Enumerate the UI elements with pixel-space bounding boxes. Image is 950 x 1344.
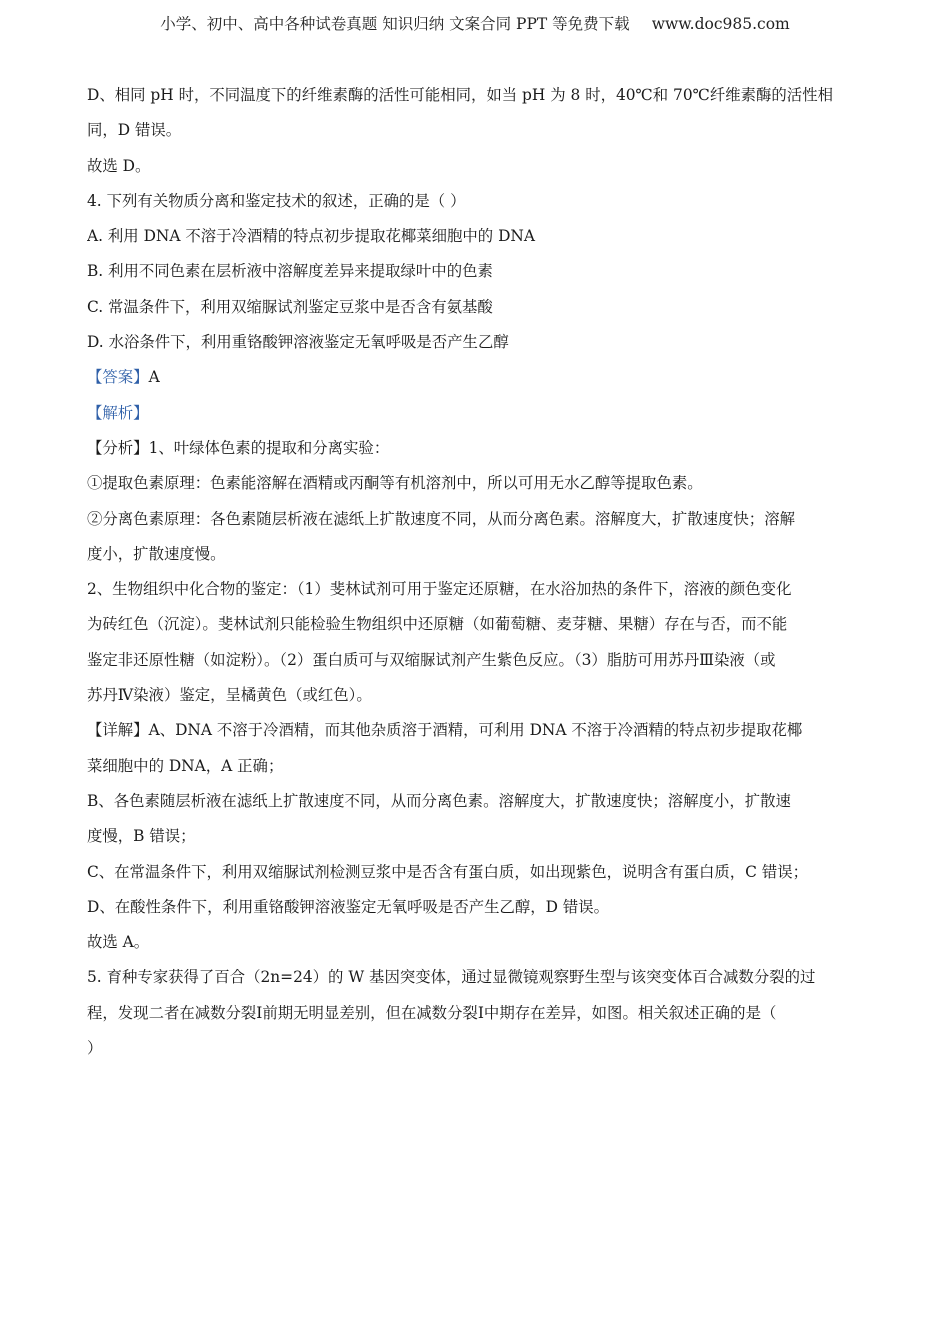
text-line: 故选 A。: [87, 933, 150, 952]
text-line: D、相同 pH 时，不同温度下的纤维素酶的活性可能相同，如当 pH 为 8 时，40℃和 70℃纤维素酶的活性相: [87, 86, 833, 104]
text-line: 苏丹Ⅳ染液）鉴定，呈橘黄色（或红色）。: [87, 686, 372, 705]
header-text: 小学、初中、高中各种试卷真题 知识归纳 文案合同 PPT 等免费下载: [160, 15, 630, 33]
text-line: 度慢，B 错误；: [87, 827, 196, 846]
option-b: B. 利用不同色素在层析液中溶解度差异来提取绿叶中的色素: [87, 262, 493, 281]
answer-line: [87, 360, 867, 395]
text-line: ②分离色素原理：各色素随层析液在滤纸上扩散速度不同，从而分离色素。溶解度大，扩散速度快；溶解: [87, 509, 795, 528]
text-line: 菜细胞中的 DNA，A 正确；: [87, 756, 284, 775]
question-5-stem: 5. 育种专家获得了百合（2n=24）的 W 基因突变体，通过显微镜观察野生型与该突变体百合减数分裂的过: [87, 968, 816, 987]
analysis-line: [87, 396, 867, 431]
text-line: 2、生物组织中化合物的鉴定：（1）斐林试剂可用于鉴定还原糖，在水浴加热的条件下，溶液的颜色变化: [87, 580, 792, 599]
text-line: ①提取色素原理：色素能溶解在酒精或丙酮等有机溶剂中，所以可用无水乙醇等提取色素。: [87, 474, 703, 493]
answer-tag: 【答案】: [87, 368, 149, 387]
question-5-stem: ）: [87, 1039, 103, 1058]
header-site: www.doc985.com: [651, 15, 790, 33]
option-d: D. 水浴条件下，利用重铬酸钾溶液鉴定无氧呼吸是否产生乙醇: [87, 333, 509, 352]
text-line: D、在酸性条件下，利用重铬酸钾溶液鉴定无氧呼吸是否产生乙醇，D 错误。: [87, 897, 610, 916]
document-body: [87, 78, 867, 1066]
option-c: C. 常温条件下，利用双缩脲试剂鉴定豆浆中是否含有氨基酸: [87, 297, 493, 316]
text-line: 为砖红色（沉淀）。斐林试剂只能检验生物组织中还原糖（如葡萄糖、麦芽糖、果糖）存在与否，而不能: [87, 615, 788, 634]
question-5-stem: 程，发现二者在减数分裂Ⅰ前期无明显差别，但在减数分裂Ⅰ中期存在差异，如图。相关叙述正确的是（: [87, 1003, 777, 1022]
text-line: 【详解】A、DNA 不溶于冷酒精，而其他杂质溶于酒精，可利用 DNA 不溶于冷酒精的特点初步提取花椰: [87, 721, 803, 740]
text-line: 度小，扩散速度慢。: [87, 544, 226, 563]
analysis-tag: 【解析】: [87, 403, 149, 422]
text-line: 鉴定非还原性糖（如淀粉）。（2）蛋白质可与双缩脲试剂产生紫色反应。（3）脂肪可用苏丹Ⅲ染液（或: [87, 650, 776, 669]
text-line: C、在常温条件下，利用双缩脲试剂检测豆浆中是否含有蛋白质，如出现紫色，说明含有蛋白质，C 错误；: [87, 862, 809, 881]
text-line: 同，D 错误。: [87, 121, 182, 140]
question-4-stem: 4. 下列有关物质分离和鉴定技术的叙述，正确的是（ ）: [87, 191, 466, 210]
text-line: 【分析】1、叶绿体色素的提取和分离实验：: [87, 438, 390, 457]
text-line: 故选 D。: [87, 156, 151, 175]
page-header: [0, 12, 950, 34]
text-line: B、各色素随层析液在滤纸上扩散速度不同，从而分离色素。溶解度大，扩散速度快；溶解度小，扩散速: [87, 791, 791, 810]
answer-value: A: [148, 368, 160, 387]
option-a: A. 利用 DNA 不溶于冷酒精的特点初步提取花椰菜细胞中的 DNA: [87, 227, 536, 246]
